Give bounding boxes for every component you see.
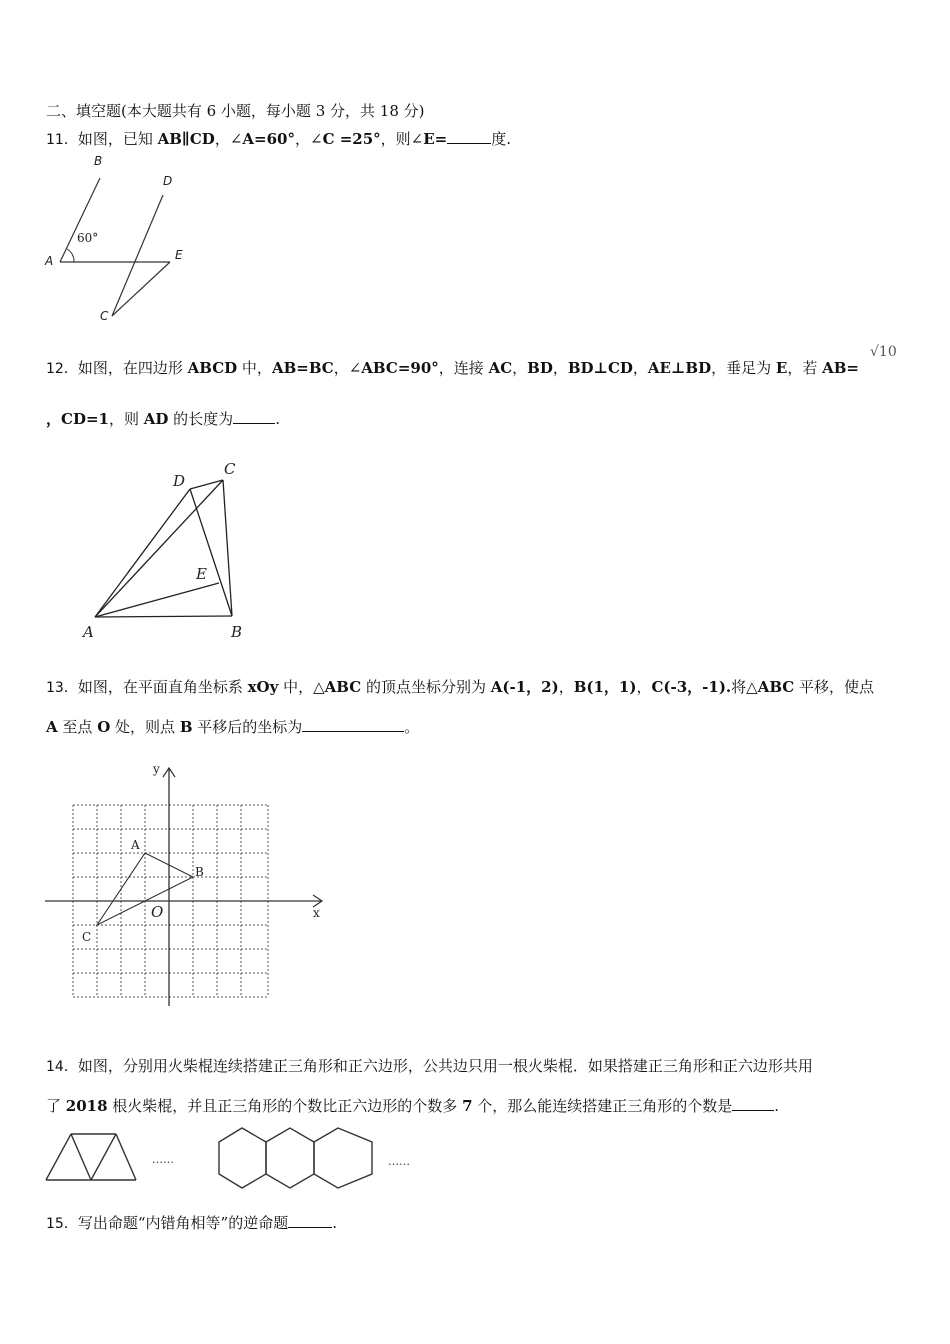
q14-hexagons-figure [214,1124,379,1194]
q13-text: 平移，使点 [794,678,875,696]
question-14-text [46,1056,813,1077]
question-11-text [46,128,511,150]
q13-text: 如图，在平面直角坐标系 [77,678,248,696]
q12-text: 中， [237,359,272,377]
q13-text: ， [636,678,652,696]
q12-text: ，垂足为 [711,359,776,377]
q13-text: A(-1，2) [490,678,559,696]
q12-text: ， [632,359,648,377]
q14-text: 根火柴棍，并且正三角形的个数比正六边形的个数多 [107,1097,463,1115]
question-14-text-line2 [46,1095,779,1116]
question-13-text-line2 [46,716,419,737]
q11-text: 如图，已知 [77,130,158,148]
q11-text: ，∠ [214,130,243,148]
answer-blank[interactable] [732,1095,774,1111]
label-d: D [163,174,173,188]
q12-text: E [775,359,788,377]
q13-text: 。 [404,718,420,736]
continuation-dots: …… [152,1153,174,1166]
answer-blank[interactable] [233,408,275,424]
q12-text: ， [552,359,568,377]
label-a: A [131,838,140,852]
q12-text: ， [46,410,62,428]
continuation-dots: …… [388,1155,410,1168]
q12-text: 的长度为 [168,410,234,428]
q11-figure [40,150,200,330]
label-d: D [173,472,186,490]
q12-text: AC [488,359,513,377]
q13-text: ABC [324,678,362,696]
q12-text: BD [527,359,553,377]
question-number: 13． [46,680,78,696]
q13-text: xOy [247,678,279,696]
answer-blank[interactable] [288,1212,332,1228]
q13-text: 至点 [57,718,98,736]
q13-text: B [179,718,193,736]
q13-text: B(1，1) [573,678,637,696]
q15-text: 写出命题 [77,1214,138,1232]
q12-text: ，若 [787,359,823,377]
q13-text: 中，△ [278,678,325,696]
label-a: A [45,254,54,268]
q13-text: ABC [757,678,795,696]
question-number: 11． [46,132,78,148]
q13-text: A [46,718,58,736]
q12-text: ，连接 [438,359,489,377]
answer-blank[interactable] [302,716,404,732]
q14-text: 个，那么能连续搭建正三角形的个数是 [472,1097,733,1115]
question-12-text [46,358,859,379]
q12-text: ABCD [187,359,238,377]
label-c: C [100,309,109,323]
q15-text: . [332,1214,337,1232]
label-c: C [82,930,92,944]
q12-text: AB=BC [271,359,334,377]
q13-text: 处，则点 [110,718,180,736]
question-12-text-line2 [46,408,280,429]
q11-text: ，∠ [294,130,323,148]
q13-text: C(-3，-1). [651,678,732,696]
q14-text: 了 [46,1097,66,1115]
q12-text: AD [143,410,169,428]
q12-text: 如图，在四边形 [77,359,188,377]
label-b: B [231,623,243,641]
question-number: 12． [46,361,78,377]
q12-text: . [275,410,280,428]
x-axis-label: x [313,906,320,920]
section-title: 二、填空题(本大题共有 6 小题，每小题 3 分，共 18 分) [46,102,425,120]
q12-text: CD=1 [61,410,109,428]
q12-text: AB= [822,359,859,377]
q11-text: AB∥CD [157,130,215,148]
q12-text: ，∠ [333,359,362,377]
q14-text: . [774,1097,780,1115]
y-axis-label: y [153,762,160,776]
question-13-text [46,677,874,698]
label-c: C [224,460,236,478]
question-number: 14． [46,1059,78,1075]
q12-text: ABC=90° [361,359,439,377]
q12-text: ，则 [108,410,144,428]
sqrt-ten: √10 [870,344,897,360]
q15-text: “内错角相等” [137,1214,229,1232]
question-number: 15． [46,1216,78,1232]
origin-label: O [151,903,164,921]
label-e: E [175,248,183,262]
q13-text: O [97,718,111,736]
question-15-text [46,1212,337,1234]
q12-text: BD⊥CD [567,359,633,377]
q12-text: ， [512,359,528,377]
q15-text: 的逆命题 [228,1214,289,1232]
label-e: E [196,565,207,583]
label-a: A [83,623,94,641]
q12-figure [80,455,270,645]
q14-text: 2018 [65,1097,108,1115]
q11-text: A=60° [242,130,295,148]
q13-coordinate-grid [40,760,330,1010]
answer-blank[interactable] [447,128,491,144]
q12-text: AE⊥BD [647,359,712,377]
q11-text: C =25° [322,130,381,148]
q14-text: 如图，分别用火柴棍连续搭建正三角形和正六边形，公共边只用一根火柴棍．如果搭建正三角形和正六边形共用 [77,1057,813,1075]
label-b: B [195,865,204,879]
q13-text: ， [558,678,574,696]
q13-text: 平移后的坐标为 [192,718,303,736]
q11-text: E= [423,130,448,148]
angle-label: 60° [77,231,99,245]
q14-text: 7 [462,1097,473,1115]
q13-text: 将△ [731,678,758,696]
q11-text: 度. [491,130,512,148]
q13-text: 的顶点坐标分别为 [361,678,491,696]
label-b: B [94,154,103,168]
q11-text: ，则∠ [380,130,424,148]
